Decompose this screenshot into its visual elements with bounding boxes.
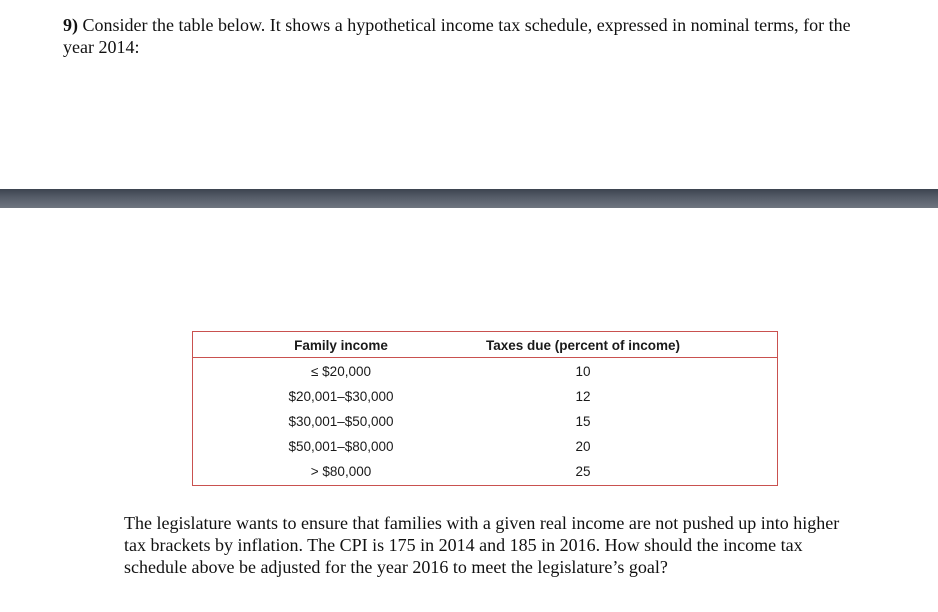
prompt-text: The legislature wants to ensure that families with a given real income are not pushed up into higher tax brackets by inflation. The CPI is 175 in 2014 and 185 in 2016. How should the income tax schedule above be adjusted for the year 2016 to meet the legislature’s goal? xyxy=(124,513,840,577)
question-body: Consider the table below. It shows a hypothetical income tax schedule, expressed in nominal terms, for the year 2014: xyxy=(63,15,851,57)
question-number: 9) xyxy=(63,15,78,35)
table-row xyxy=(193,410,777,435)
income-bracket-cell: ≤ $20,000 xyxy=(311,364,371,379)
table-row xyxy=(193,360,777,385)
income-bracket-cell: $50,001–$80,000 xyxy=(288,439,394,454)
table-row xyxy=(193,385,777,410)
tax-rate-cell: 12 xyxy=(575,389,591,404)
table-row xyxy=(193,435,777,460)
tax-rate-cell: 10 xyxy=(575,364,591,379)
table-header-row xyxy=(193,332,777,358)
tax-rate-cell: 25 xyxy=(575,464,591,479)
header-family-income: Family income xyxy=(294,338,388,353)
table-row xyxy=(193,460,777,485)
header-taxes-due: Taxes due (percent of income) xyxy=(485,338,681,353)
income-bracket-cell: $30,001–$50,000 xyxy=(288,414,394,429)
tax-rate-cell: 20 xyxy=(575,439,591,454)
tax-schedule-table xyxy=(192,331,778,486)
question-text xyxy=(63,14,863,58)
income-bracket-cell: > $80,000 xyxy=(310,464,372,479)
page-divider-bar xyxy=(0,189,938,208)
tax-rate-cell: 15 xyxy=(575,414,591,429)
income-bracket-cell: $20,001–$30,000 xyxy=(288,389,394,404)
